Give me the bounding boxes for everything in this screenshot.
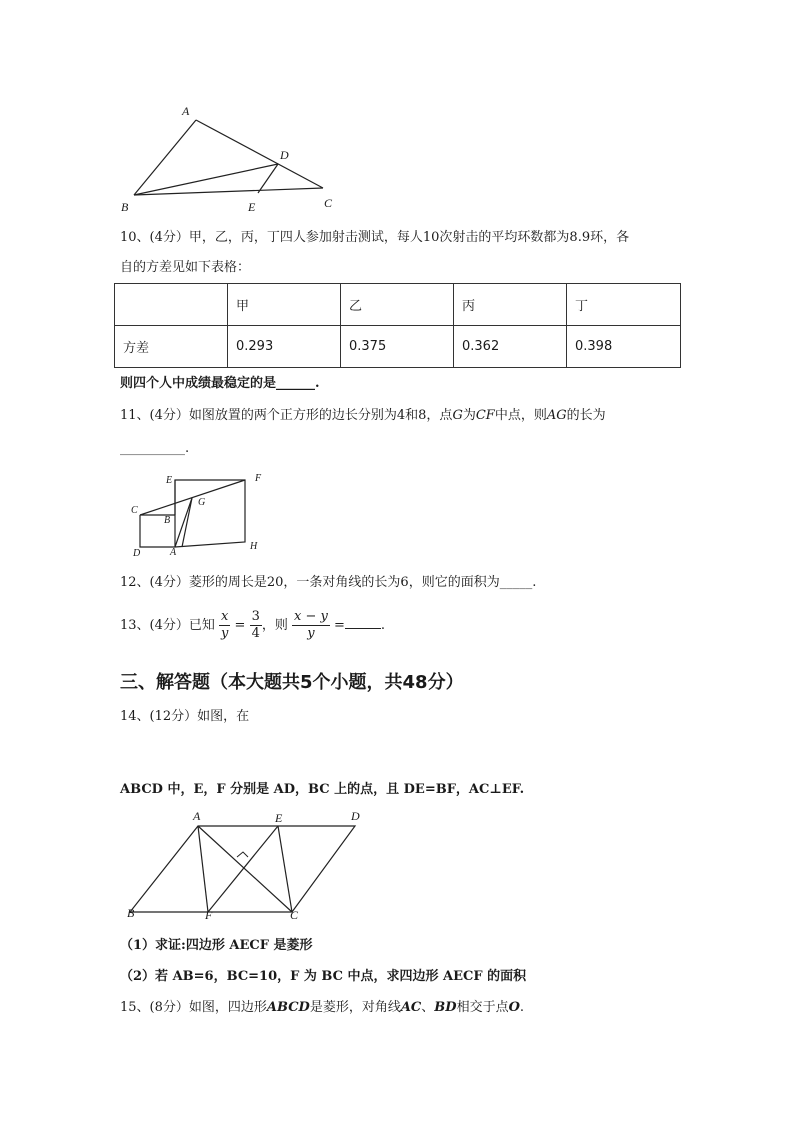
table-cell: 0.398 [567, 326, 681, 368]
frac-num-3: 3 [251, 609, 260, 624]
sq-label-C: C [131, 505, 138, 516]
row-label: 方差 [115, 326, 228, 368]
table-cell: 0.293 [228, 326, 341, 368]
pg-label-D: D [351, 809, 360, 823]
pg-label-A: A [193, 809, 201, 823]
q13-mid: ，则 [261, 618, 288, 633]
sq-label-B: B [164, 515, 171, 526]
q15-a: 15、(8分）如图，四边形 [120, 1000, 267, 1015]
q13-answer-blank [345, 614, 381, 629]
table-cell: 0.362 [454, 326, 567, 368]
q10-line2: 自的方差见如下表格： [120, 260, 251, 275]
q13-end: . [380, 618, 386, 633]
q15-d: 相交于点 [456, 1000, 509, 1015]
q15-ABCD: ABCD [266, 1000, 310, 1015]
section-heading: 三、解答题（本大题共5个小题，共48分） [120, 672, 464, 693]
squares-figure [130, 470, 270, 560]
frac-den-y: y [221, 626, 229, 641]
q11-text-b: 为 [462, 408, 476, 423]
frac-num-xy: x − y [294, 609, 328, 624]
q15-e: . [519, 1000, 525, 1015]
table-header-cell: 甲 [228, 284, 341, 326]
q11-text-d: 的长为 [566, 408, 606, 423]
q14-line2: ABCD 中，E，F 分别是 AD，BC 上的点，且 DE=BF，AC⊥EF. [120, 782, 525, 797]
triangle-figure [110, 100, 340, 220]
q11-AG: AG [546, 408, 567, 423]
sq-label-A: A [170, 547, 177, 558]
q11-text-a: 11、(4分）如图放置的两个正方形的边长分别为4和8，点 [120, 408, 453, 423]
q15-b: 是菱形，对角线 [309, 1000, 401, 1015]
table-header-row [115, 284, 681, 326]
q14-line1: 14、(12分）如图，在 [120, 709, 250, 724]
q11-G: G [452, 408, 463, 423]
pg-label-F: F [205, 908, 213, 922]
q11-CF: CF [475, 408, 495, 423]
frac-num-x: x [221, 609, 229, 624]
q10-line1: 10、(4分）甲，乙，丙，丁四人参加射击测试，每人10次射击的平均环数都为8.9环，各 [120, 230, 630, 245]
pg-label-E: E [275, 811, 283, 825]
sq-label-F: F [255, 473, 262, 484]
q14-part1: （1）求证:四边形 AECF 是菱形 [120, 938, 313, 953]
table-cell: 0.375 [341, 326, 454, 368]
frac-den-y2: y [307, 626, 315, 641]
q11-answer-blank: __________. [120, 441, 190, 456]
q13-eq: = [234, 618, 246, 633]
q11-line1 [120, 407, 606, 425]
q15-AC: AC [400, 1000, 422, 1015]
table-header-cell: 乙 [341, 284, 454, 326]
sq-label-D: D [133, 548, 141, 559]
fraction-x-minus-y-over-y [292, 609, 330, 642]
q10-answer-line: 则四个人中成绩最稳定的是______. [120, 376, 320, 391]
table-header-cell: 丙 [454, 284, 567, 326]
frac-den-4: 4 [251, 626, 260, 641]
q13-prefix: 13、(4分）已知 [120, 618, 215, 633]
q15-O: O [508, 1000, 520, 1015]
label-B: B [121, 200, 129, 214]
q13-line [120, 606, 385, 648]
sq-label-E: E [166, 475, 173, 486]
sq-label-G: G [198, 497, 206, 508]
label-A: A [182, 104, 190, 118]
q14-part2: （2）若 AB=6，BC=10，F 为 BC 中点，求四边形 AECF 的面积 [120, 969, 527, 984]
q13-eq2: = [333, 618, 345, 633]
q15-BD: BD [434, 1000, 457, 1015]
sq-label-H: H [250, 541, 258, 552]
pg-label-C: C [290, 908, 299, 922]
q15-line [120, 999, 524, 1017]
parallelogram-figure [120, 815, 380, 925]
label-D: D [280, 148, 289, 162]
pg-label-B: B [127, 906, 135, 920]
fraction-x-over-y [219, 609, 230, 642]
variance-table [114, 283, 681, 368]
label-E: E [248, 200, 256, 214]
fraction-3-over-4 [250, 609, 262, 642]
q12-text: 12、(4分）菱形的周长是20，一条对角线的长为6，则它的面积为_____. [120, 575, 537, 590]
table-header-cell: 丁 [567, 284, 681, 326]
table-header-cell [115, 284, 228, 326]
q15-c: 、 [421, 1000, 435, 1015]
table-row [115, 326, 681, 368]
q11-text-c: 中点，则 [494, 408, 547, 423]
label-C: C [324, 196, 333, 210]
